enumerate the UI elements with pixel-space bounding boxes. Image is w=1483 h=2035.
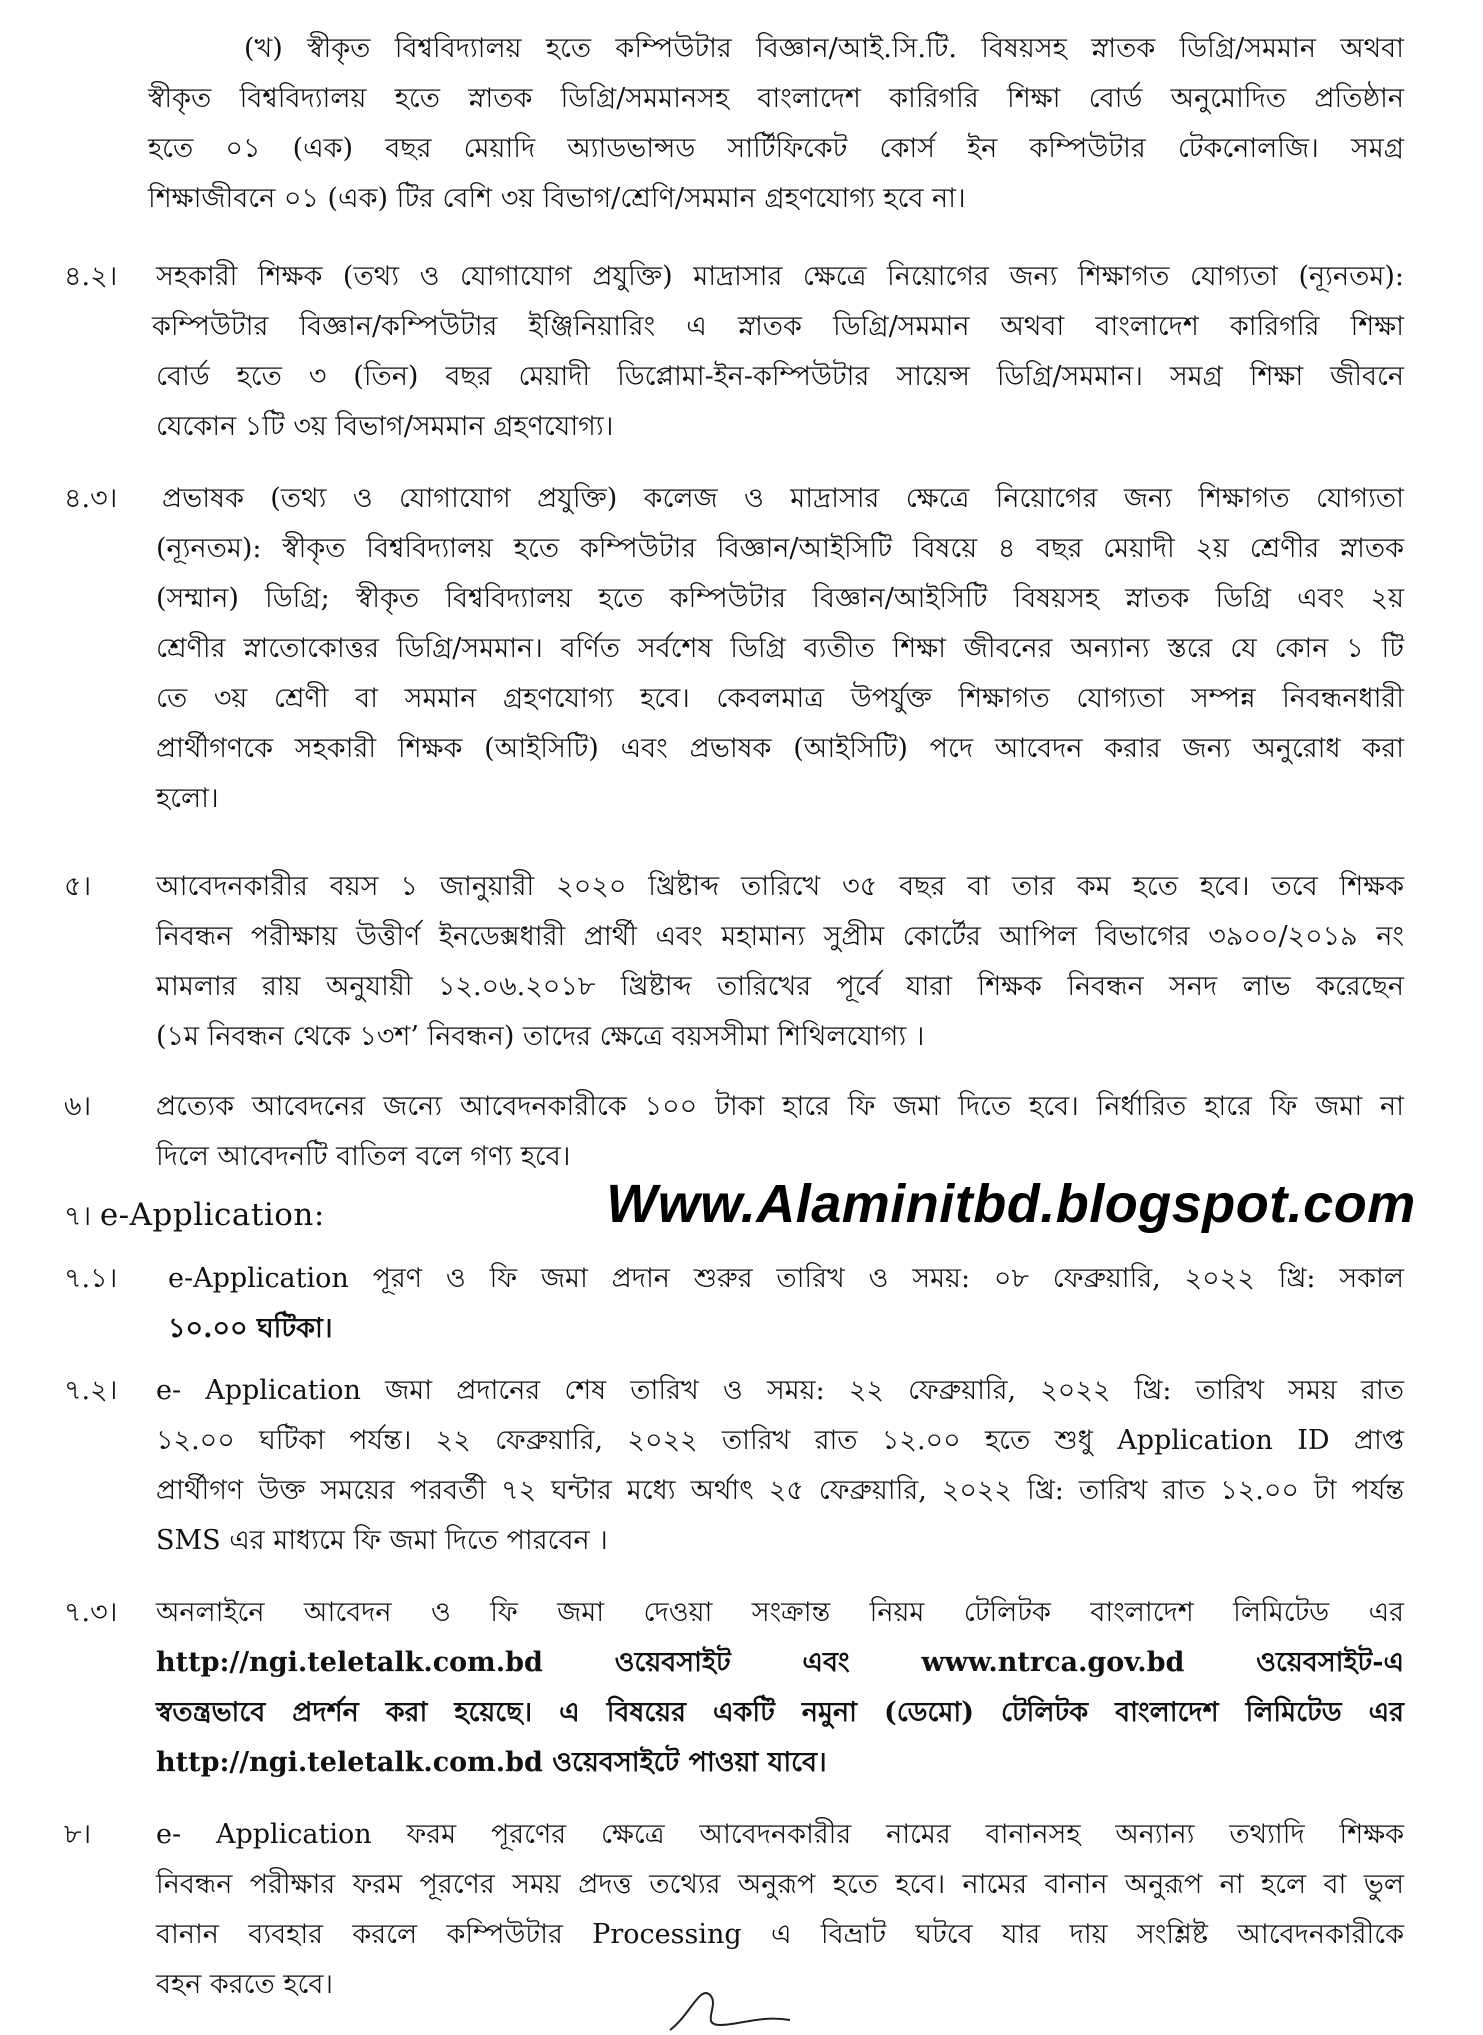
clause-6-line-2: দিলে আবেদনটি বাতিল বলে গণ্য হবে। xyxy=(156,1141,571,1172)
clause-5-line-1: আবেদনকারীর বয়স ১ জানুয়ারী ২০২০ খ্রিষ্টাব্দ তারিখে ৩৫ বছর বা তার কম হতে হবে। তবে শিক্ষক xyxy=(156,871,1404,902)
clause-kha-line-2: স্বীকৃত বিশ্ববিদ্যালয় হতে স্নাতক ডিগ্রি/সমমানসহ বাংলাদেশ কারিগরি শিক্ষা বোর্ড অনুমোদিত প্রতিষ্ঠান xyxy=(148,83,1404,114)
clause-7-2-line-4: SMS এর মাধ্যমে ফি জমা দিতে পারবেন । xyxy=(156,1525,608,1556)
clause-5-number: ৫। xyxy=(64,871,92,902)
clause-7-1-line-2: ১০.০০ ঘটিকা। xyxy=(168,1313,333,1344)
clause-7-3-line-4: http://ngi.teletalk.com.bd ওয়েবসাইটে পাওয়া যাবে। xyxy=(156,1747,827,1778)
clause-4-3 xyxy=(64,474,1404,824)
clause-7-3 xyxy=(64,1588,1404,1788)
clause-7-heading xyxy=(64,1196,325,1241)
signature-mark xyxy=(660,1975,820,2035)
clause-7-2-line-1: e- Application জমা প্রদানের শেষ তারিখ ও সময়: ২২ ফেব্রুয়ারি, ২০২২ খ্রি: তারিখ সময় রাত xyxy=(156,1375,1404,1406)
clause-6 xyxy=(64,1082,1404,1182)
clause-7-2-number: ৭.২। xyxy=(64,1375,118,1406)
clause-7-3-line-1: অনলাইনে আবেদন ও ফি জমা দেওয়া সংক্রান্ত নিয়ম টেলিটক বাংলাদেশ লিমিটেড এর xyxy=(156,1597,1404,1628)
clause-4-3-number: ৪.৩। xyxy=(64,483,118,514)
clause-8-line-4: বহন করতে হবে। xyxy=(156,1969,334,2000)
clause-5 xyxy=(64,862,1404,1062)
clause-5-line-2: নিবন্ধন পরীক্ষায় উত্তীর্ণ ইনডেক্সধারী প্রার্থী এবং মহামান্য সুপ্রীম কোর্টের আপিল বিভাগের ৩৯০০/২০১৯ নং xyxy=(156,921,1404,952)
clause-4-3-line-4: শ্রেণীর স্নাতোকোত্তর ডিগ্রি/সমমান। বর্ণিত সর্বশেষ ডিগ্রি ব্যতীত শিক্ষা জীবনের অন্যান্য স্তরে যে কোন ১ টি xyxy=(156,633,1404,664)
clause-4-2-line-2: কম্পিউটার বিজ্ঞান/কম্পিউটার ইঞ্জিনিয়ারিং এ স্নাতক ডিগ্রি/সমমান অথবা বাংলাদেশ কারিগরি শিক্ষা xyxy=(152,311,1404,342)
clause-7-2 xyxy=(64,1366,1404,1566)
clause-kha-line-1: (খ) স্বীকৃত বিশ্ববিদ্যালয় হতে কম্পিউটার বিজ্ঞান/আই.সি.টি. বিষয়সহ স্নাতক ডিগ্রি/সমমান অথবা xyxy=(244,33,1404,64)
clause-7-3-line-3: স্বতন্ত্রভাবে প্রদর্শন করা হয়েছে। এ বিষয়ের একটি নমুনা (ডেমো) টেলিটক বাংলাদেশ লিমিটেড এর xyxy=(156,1697,1404,1728)
clause-kha-line-4: শিক্ষাজীবনে ০১ (এক) টির বেশি ৩য় বিভাগ/শ্রেণি/সমমান গ্রহণযোগ্য হবে না। xyxy=(148,183,966,214)
clause-6-number: ৬। xyxy=(64,1091,92,1122)
clause-6-line-1: প্রত্যেক আবেদনের জন্যে আবেদনকারীকে ১০০ টাকা হারে ফি জমা দিতে হবে। নির্ধারিত হারে ফি জমা না xyxy=(156,1091,1404,1122)
clause-7-label: e-Application: xyxy=(99,1197,325,1233)
clause-4-3-line-1: প্রভাষক (তথ্য ও যোগাযোগ প্রযুক্তি) কলেজ ও মাদ্রাসার ক্ষেত্রে নিয়োগের জন্য শিক্ষাগত যোগ্যতা xyxy=(162,483,1404,514)
clause-7-3-line-2: http://ngi.teletalk.com.bd ওয়েবসাইট এবং www.ntrca.gov.bd ওয়েবসাইট-এ xyxy=(156,1647,1404,1678)
clause-4-3-line-7: হলো। xyxy=(156,783,219,814)
clause-4-3-line-6: প্রার্থীগণকে সহকারী শিক্ষক (আইসিটি) এবং প্রভাষক (আইসিটি) পদে আবেদন করার জন্য অনুরোধ করা xyxy=(156,733,1404,764)
clause-4-2-line-3: বোর্ড হতে ৩ (তিন) বছর মেয়াদী ডিপ্লোমা-ইন-কম্পিউটার সায়েন্স ডিগ্রি/সমমান। সমগ্র শিক্ষা জীবনে xyxy=(156,361,1404,392)
clause-7-1 xyxy=(64,1254,1404,1354)
clause-kha xyxy=(64,24,1404,224)
clause-8-line-2: নিবন্ধন পরীক্ষার ফরম পূরণের সময় প্রদত্ত তথ্যের অনুরূপ হতে হবে। নামের বানান অনুরূপ না হলে বা ভুল xyxy=(156,1869,1404,1900)
clause-8-line-3: বানান ব্যবহার করলে কম্পিউটার Processing এ বিভ্রাট ঘটবে যার দায় সংশ্লিষ্ট আবেদনকারীকে xyxy=(156,1919,1404,1950)
clause-4-2 xyxy=(64,252,1404,452)
clause-4-2-line-4: যেকোন ১টি ৩য় বিভাগ/সমমান গ্রহণযোগ্য। xyxy=(156,411,614,442)
clause-7-1-number: ৭.১। xyxy=(64,1263,118,1294)
watermark-banner: Www.Alaminitbd.blogspot.com xyxy=(600,1172,1422,1236)
clause-8-line-1: e- Application ফরম পূরণের ক্ষেত্রে আবেদনকারীর নামের বানানসহ অন্যান্য তথ্যাদি শিক্ষক xyxy=(156,1819,1404,1850)
clause-4-3-line-3: (সম্মান) ডিগ্রি; স্বীকৃত বিশ্ববিদ্যালয় হতে কম্পিউটার বিজ্ঞান/আইসিটি বিষয়সহ স্নাতক ডিগ্রি এবং ২য় xyxy=(156,583,1404,614)
clause-7-number: ৭। xyxy=(64,1201,92,1232)
clause-kha-line-3: হতে ০১ (এক) বছর মেয়াদি অ্যাডভান্সড সার্টিফিকেট কোর্স ইন কম্পিউটার টেকনোলজি। সমগ্র xyxy=(148,133,1404,164)
clause-4-3-line-2: (ন্যূনতম): স্বীকৃত বিশ্ববিদ্যালয় হতে কম্পিউটার বিজ্ঞান/আইসিটি বিষয়ে ৪ বছর মেয়াদী ২য় শ্রেণীর স্নাতক xyxy=(156,533,1404,564)
clause-5-line-4: (১ম নিবন্ধন থেকে ১৩শ’ নিবন্ধন) তাদের ক্ষেত্রে বয়সসীমা শিথিলযোগ্য । xyxy=(156,1021,925,1052)
clause-7-3-number: ৭.৩। xyxy=(64,1597,118,1628)
clause-7-1-line-1: e-Application পূরণ ও ফি জমা প্রদান শুরুর তারিখ ও সময়: ০৮ ফেব্রুয়ারি, ২০২২ খ্রি: সকাল xyxy=(168,1263,1404,1294)
clause-8-number: ৮। xyxy=(64,1819,92,1850)
clause-4-2-line-1: সহকারী শিক্ষক (তথ্য ও যোগাযোগ প্রযুক্তি) মাদ্রাসার ক্ষেত্রে নিয়োগের জন্য শিক্ষাগত যোগ্যতা (ন্যূনতম): xyxy=(156,261,1404,292)
clause-4-2-number: ৪.২। xyxy=(64,261,118,292)
clause-5-line-3: মামলার রায় অনুযায়ী ১২.০৬.২০১৮ খ্রিষ্টাব্দ তারিখের পূর্বে যারা শিক্ষক নিবন্ধন সনদ লাভ করেছেন xyxy=(156,971,1404,1002)
clause-7-2-line-3: প্রার্থীগণ উক্ত সময়ের পরবর্তী ৭২ ঘন্টার মধ্যে অর্থাৎ ২৫ ফেব্রুয়ারি, ২০২২ খ্রি: তারিখ রাত ১২.০০ টা পর্যন্ত xyxy=(156,1475,1404,1506)
clause-4-3-line-5: তে ৩য় শ্রেণী বা সমমান গ্রহণযোগ্য হবে। কেবলমাত্র উপর্যুক্ত শিক্ষাগত যোগ্যতা সম্পন্ন নিবন্ধনধারী xyxy=(156,683,1404,714)
clause-7-2-line-2: ১২.০০ ঘটিকা পর্যন্ত। ২২ ফেব্রুয়ারি, ২০২২ তারিখ রাত ১২.০০ হতে শুধু Application ID প্রাপ্ত xyxy=(156,1425,1404,1456)
